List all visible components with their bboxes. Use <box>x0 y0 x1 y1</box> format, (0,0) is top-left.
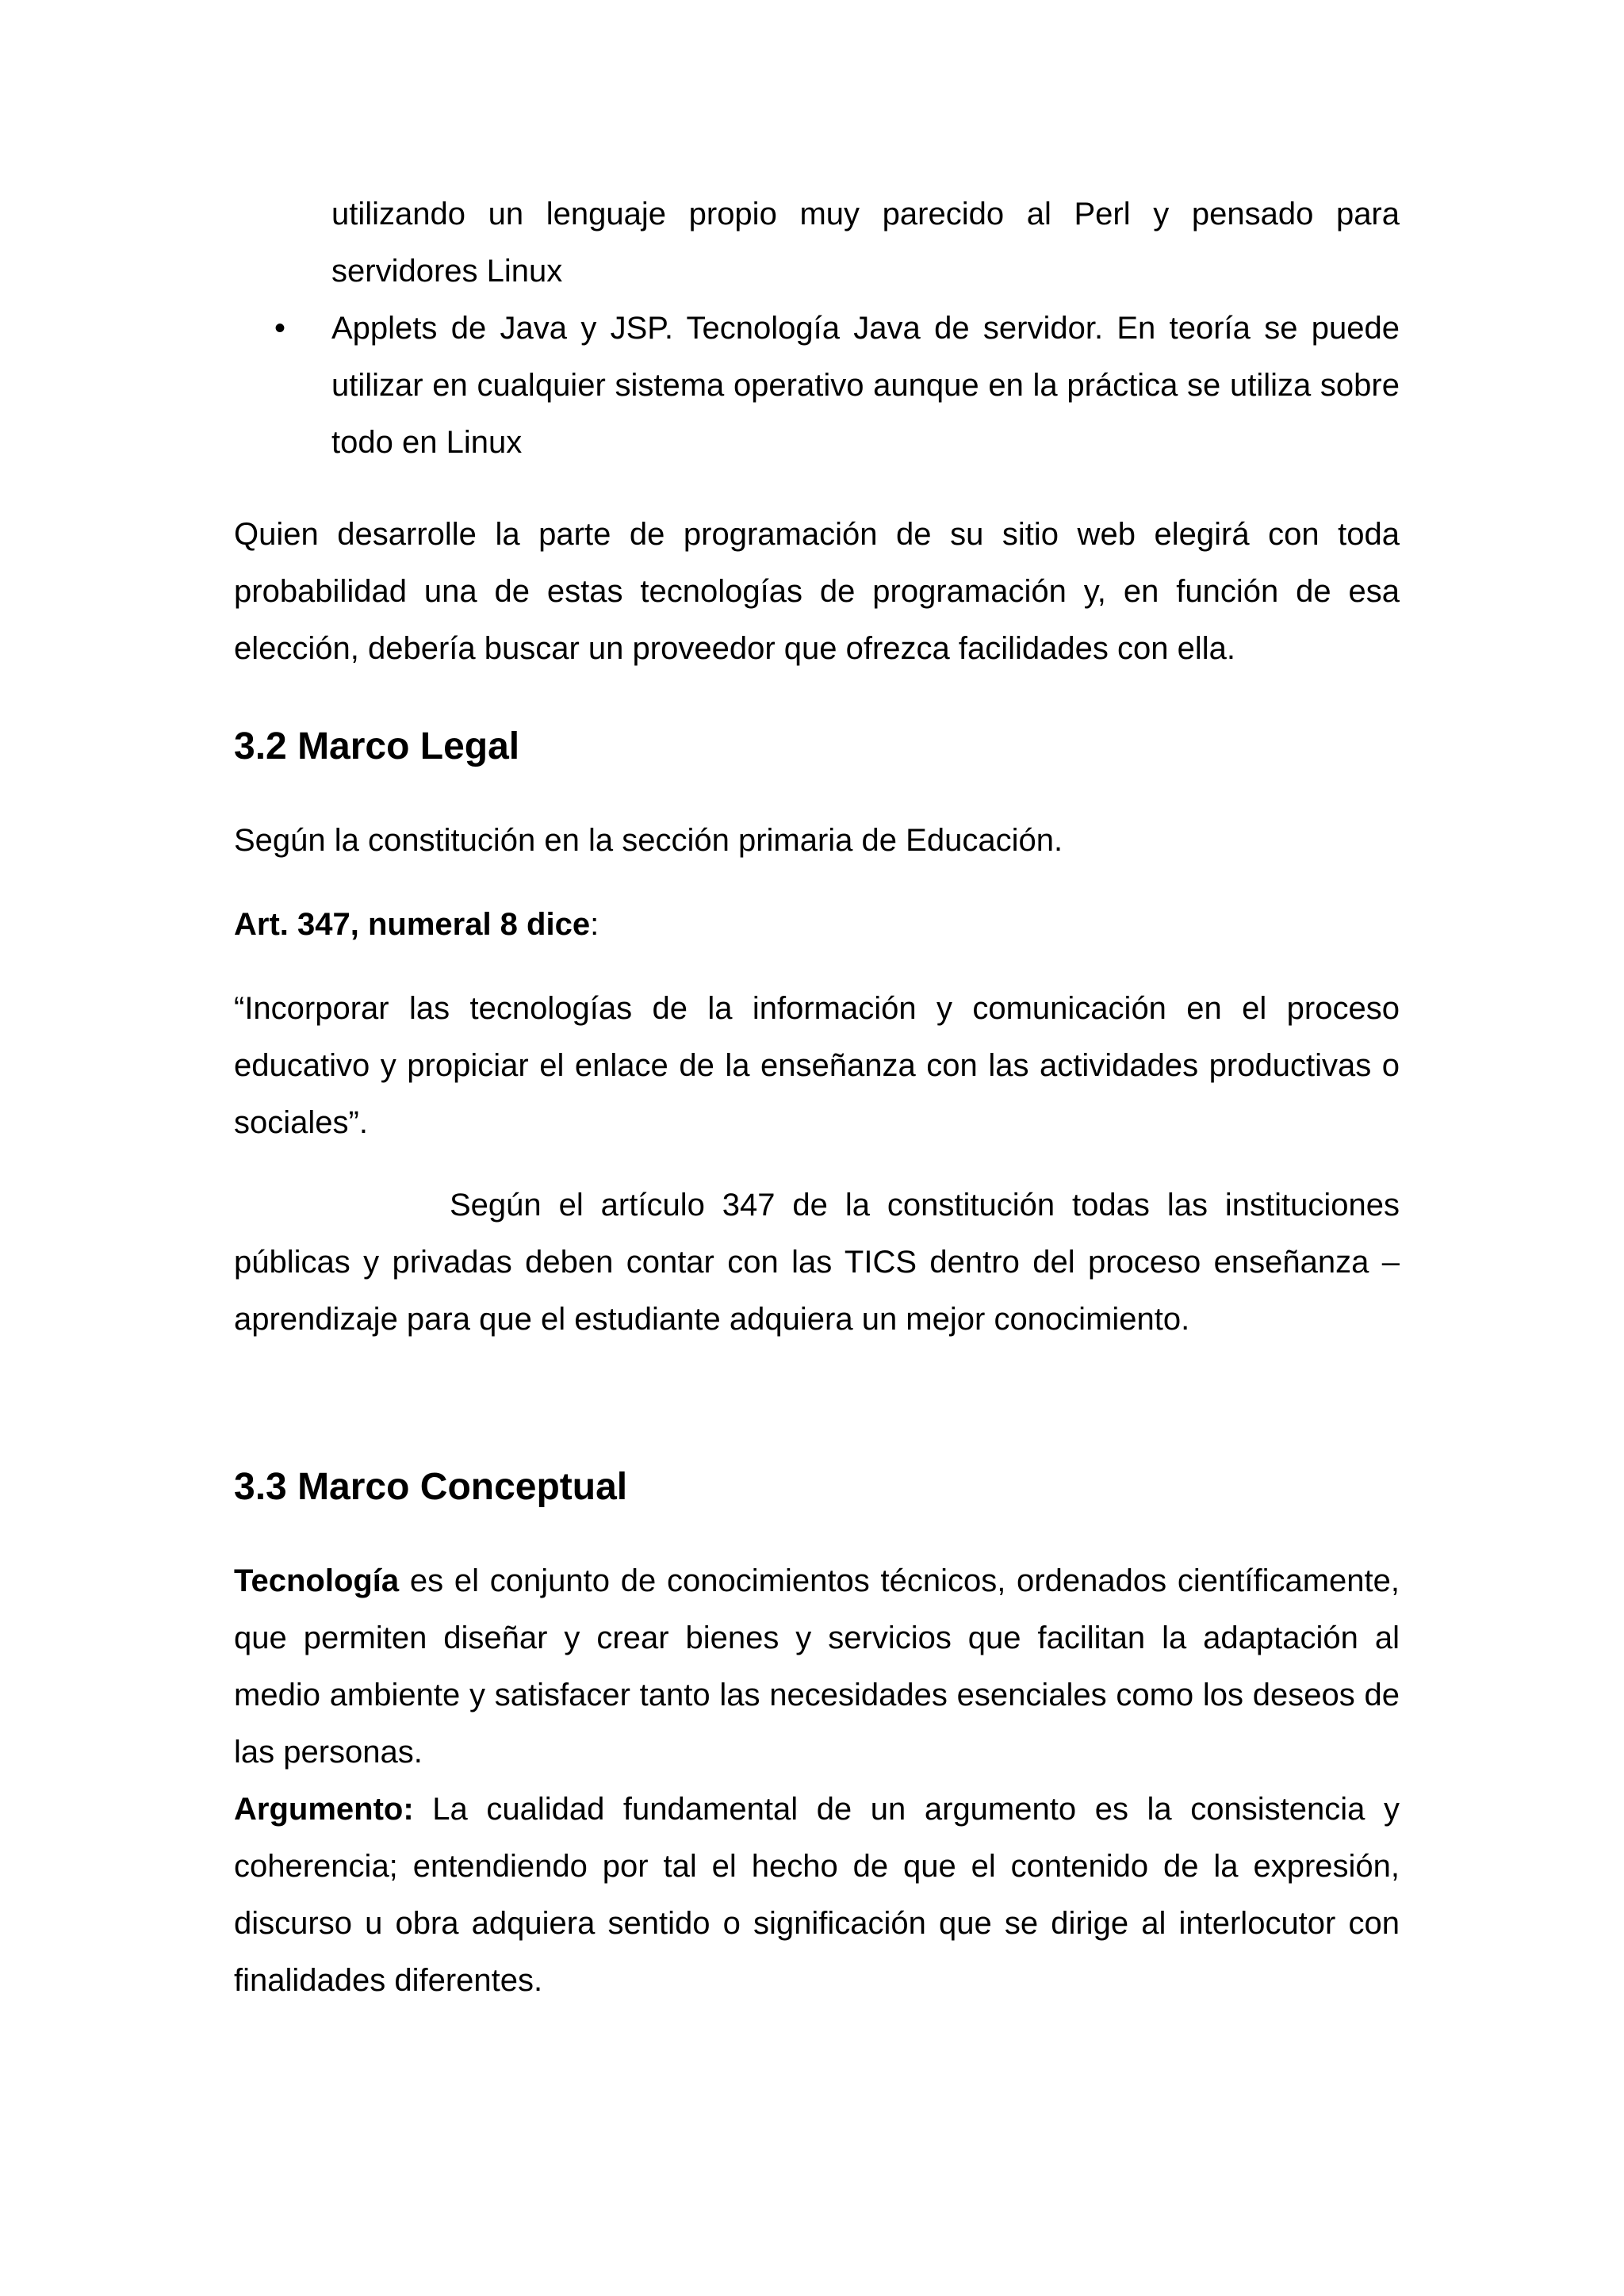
article-colon: : <box>590 907 599 942</box>
bullet-dot-icon: • <box>274 311 286 346</box>
paragraph-legal-intro <box>234 812 1400 869</box>
article-label: Art. 347, numeral 8 dice <box>234 907 591 942</box>
section-heading-legal: 3.2 Marco Legal <box>234 725 520 767</box>
paragraph-programming-text: Quien desarrolle la parte de programación de su sitio web elegirá con toda probabilidad una de estas tecnologías de programación y, en función de esa elección, debería buscar un proveedor que ofrezca facilidades con ella. <box>234 517 1400 666</box>
commentary-text: Según el artículo 347 de la constitución todas las instituciones públicas y privadas deben contar con las TICS dentro del proceso enseñanza – aprendizaje para que el estudiante adquiera un mejor conocimiento. <box>234 1188 1400 1337</box>
bullet-continuation-text: utilizando un lenguaje propio muy parecido al Perl y pensado para servidores Linux <box>331 197 1400 289</box>
paragraph-programming <box>234 506 1400 677</box>
section-heading-conceptual: 3.3 Marco Conceptual <box>234 1466 628 1508</box>
bullet-continuation <box>331 186 1400 300</box>
definitions-block <box>234 1552 1400 2009</box>
term-argumento: Argumento: <box>234 1792 414 1827</box>
definition-tecnologia <box>234 1552 1400 1781</box>
paragraph-commentary <box>234 1177 1400 1348</box>
def-argumento: La cualidad fundamental de un argumento es la consistencia y coherencia; entendiendo por tal el hecho de que el contenido de la expresión, discurso u obra adquiera sentido o significación que se dirige al interlocutor con finalidades diferentes. <box>234 1792 1400 1998</box>
article-label-line <box>234 896 1400 953</box>
bullet-item-text: Applets de Java y JSP. Tecnología Java de servidor. En teoría se puede utilizar en cualquier sistema operativo aunque en la práctica se utiliza sobre todo en Linux <box>331 311 1400 460</box>
paragraph-quote <box>234 980 1400 1151</box>
legal-intro-text: Según la constitución en la sección primaria de Educación. <box>234 823 1063 858</box>
def-tecnologia: es el conjunto de conocimientos técnicos, ordenados científicamente, que permiten diseñar y crear bienes y servicios que facilitan la adaptación al medio ambiente y satisfacer tanto las necesidades esenciales como los deseos de las personas. <box>234 1563 1400 1770</box>
bullet-item <box>274 300 1400 471</box>
term-tecnologia: Tecnología <box>234 1563 400 1598</box>
definition-argumento <box>234 1781 1400 2009</box>
quote-text: “Incorporar las tecnologías de la información y comunicación en el proceso educativo y propiciar el enlace de la enseñanza con las actividades productivas o sociales”. <box>234 991 1400 1140</box>
